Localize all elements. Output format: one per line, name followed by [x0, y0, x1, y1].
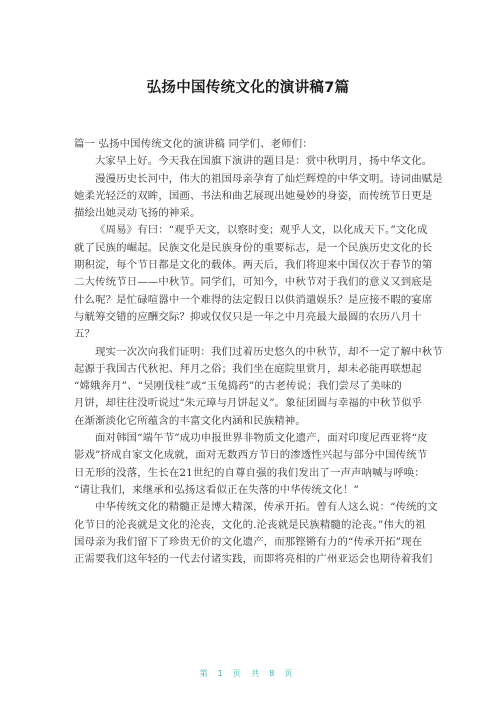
text-line: 大家早上好。今天我在国旗下演讲的题目是：赏中秋明月，扬中华文化。 — [95, 155, 433, 168]
document-title: 弘扬中国传统文化的演讲稿7篇 — [146, 80, 350, 96]
text-line: 月饼，却往往没听说过“朱元璋与月饼起义”。象征团圆与幸福的中秋节似乎 — [74, 397, 423, 410]
text-line: 篇一 弘扬中国传统文化的演讲稿 同学们、老师们： — [74, 138, 313, 150]
text-line: 在渐渐淡化它所蕴含的丰富文化内涵和民族精神。 — [74, 414, 306, 427]
text-line: “请让我们，来继承和弘扬这看似正在失落的中华传统文化！” — [74, 483, 359, 496]
text-line: 起源于我国古代秋祀、拜月之俗；我们坐在庭院里赏月，却未必能再联想起 — [74, 362, 422, 375]
text-line: 影戏”挤成自家文化成就，面对无数西方节日的渗透性兴起与部分中国传统节 — [74, 449, 428, 462]
text-line: 中华传统文化的精髓正是博大精深，传承开拓。曾有人这么说：“传统的文 — [95, 501, 438, 514]
text-line: 漫漫历史长河中，伟大的祖国母亲孕育了灿烂辉煌的中华文明。诗词曲赋是 — [95, 172, 443, 185]
text-line: 化节日的沦丧就是文化的沦丧，文化的.沦丧就是民族精髓的沦丧。”伟大的祖 — [74, 518, 426, 531]
text-line: 《周易》有曰：“观乎天文，以察时变；观乎人文，以化成天下。”文化成 — [95, 224, 428, 237]
footer-middle: 页 共 — [232, 669, 264, 678]
text-line: 什么呢？是忙碌喧嚣中一个难得的法定假日以供消遣娱乐？是应接不暇的宴席 — [74, 293, 433, 306]
footer-total-pages: 8 — [269, 669, 279, 678]
text-line: 正需要我们这年轻的一代去付诸实践，而即将亮相的广州亚运会也期待着我们 — [74, 553, 433, 566]
text-line: 描绘出她灵动飞扬的神采。 — [74, 207, 201, 220]
text-line: “嫦娥奔月”、“吴刚伐桂”或“玉兔捣药”的古老传说；我们尝尽了美味的 — [74, 380, 402, 393]
text-line: 就了民族的崛起。民族文化是民族身份的重要标志，是一个民族历史文化的长 — [74, 241, 433, 254]
text-line: 二大传统节日——中秋节。同学们，可知今，中秋节对于我们的意义又到底是 — [74, 276, 433, 289]
document-body — [74, 136, 443, 568]
text-line: 国母亲为我们留下了珍贵无价的文化遗产，而那铿锵有力的“传承开拓”现在 — [74, 535, 423, 548]
text-line: 与觥筹交错的应酬交际？抑或仅仅只是一年之中月亮最大最圆的农历八月十 — [74, 310, 422, 323]
text-line: 现实一次次向我们证明：我们过着历史悠久的中秋节，却不一定了解中秋节 — [95, 345, 443, 358]
footer-page-number: 1 — [217, 669, 227, 678]
text-line: 期积淀，每个节日都是文化的载体。两天后，我们将迎来中国仅次于春节的第 — [74, 259, 433, 272]
footer-prefix: 第 — [199, 669, 212, 678]
text-line: 五？ — [74, 328, 96, 341]
text-line: 面对韩国“端午节”成功申报世界非物质文化遗产，面对印度尼西亚将“皮 — [95, 432, 428, 445]
text-line: 她柔光轻泛的双眸，国画、书法和曲艺展现出她曼妙的身姿，而传统节日更是 — [74, 189, 433, 202]
footer-suffix: 页 — [284, 669, 297, 678]
text-line: 日无形的没落，生长在21世纪的自尊自强的我们发出了一声声呐喊与呼唤： — [74, 466, 425, 479]
page-footer — [0, 668, 496, 679]
